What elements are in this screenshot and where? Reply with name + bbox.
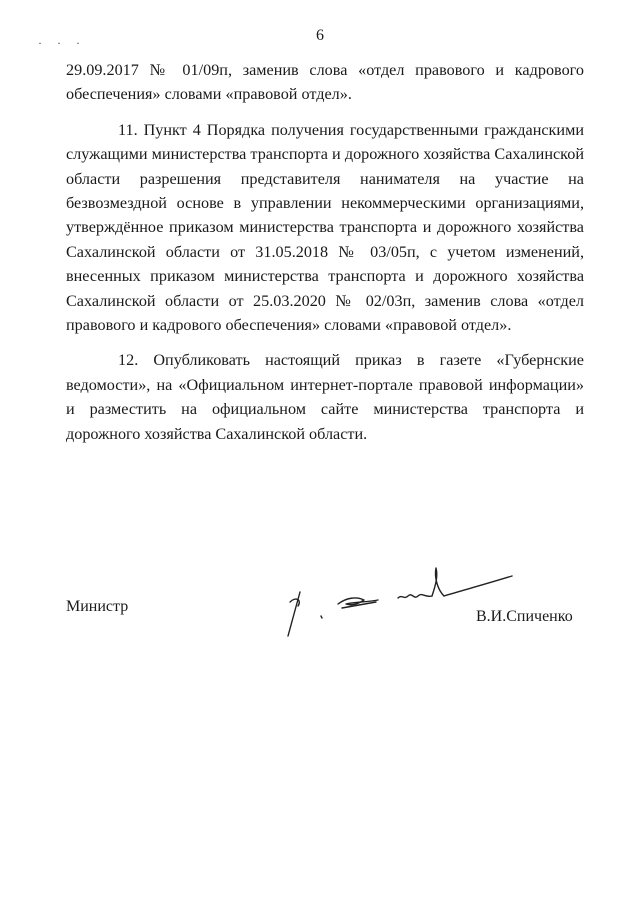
document-body	[66, 58, 584, 446]
signatory-title: Министр	[66, 598, 129, 615]
handwritten-signature	[268, 562, 518, 644]
page-number: 6	[316, 27, 324, 44]
scan-marks: · · ·	[38, 36, 86, 50]
paragraph-item-11: 11. Пункт 4 Порядка получения государственными гражданскими служащими министерства транспорта и дорожного хозяйства Сахалинской области разрешения представителя нанимателя на участие на безвозмездной основе в управлении некоммерческими организациями, утверждённое приказом министерства транспорта и дорожного хозяйства Сахалинской области от 31.05.2018 № 03/05п, с учетом изменений, внесенных приказом министерства транспорта и дорожного хозяйства Сахалинской области от 25.03.2020 № 02/03п, заменив слова «отдел правового и кадрового обеспечения» словами «правовой отдел».	[66, 120, 584, 335]
paragraph-continuation: 29.09.2017 № 01/09п, заменив слова «отдел правового и кадрового обеспечения» словами «правовой отдел».	[66, 61, 584, 104]
signatory-name: В.И.Спиченко	[476, 608, 573, 625]
paragraph-item-12: 12. Опубликовать настоящий приказ в газете «Губернские ведомости», на «Официальном интернет-портале правовой информации» и разместить на официальном сайте министерства транспорта и дорожного хозяйства Сахалинской области.	[66, 351, 584, 443]
